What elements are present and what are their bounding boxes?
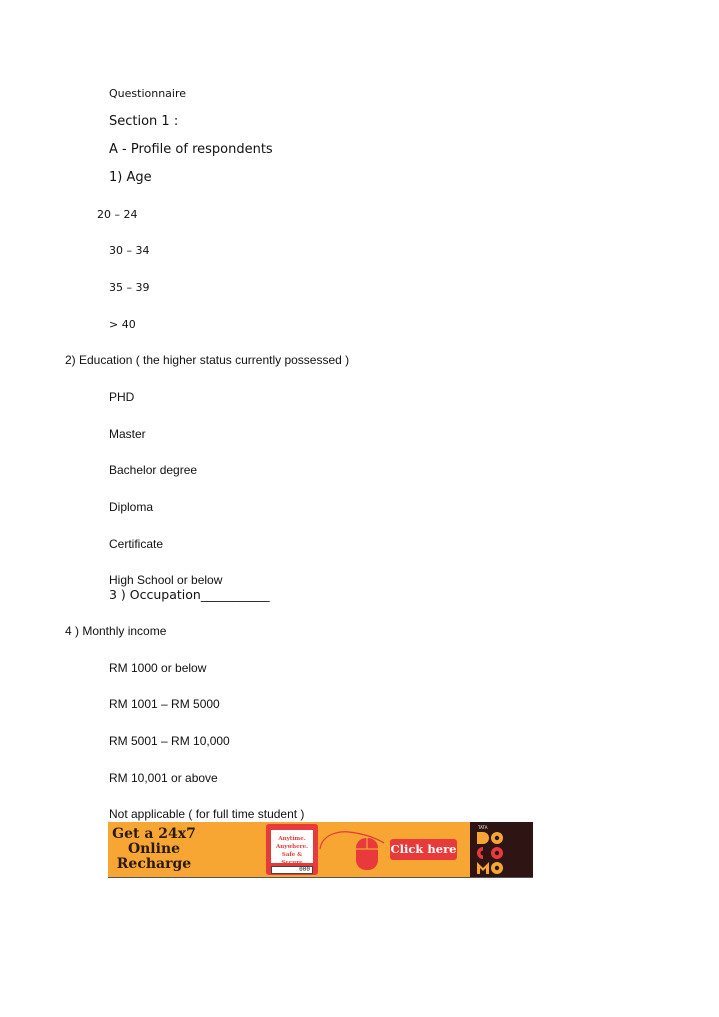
phone-screen: [271, 830, 313, 866]
docomo-logo: [470, 822, 533, 877]
income-option: Not applicable ( for full time student ): [109, 807, 305, 821]
docomo-logo-mark: [476, 831, 506, 875]
question-income-label: 4 ) Monthly income: [65, 624, 167, 638]
section-heading: Section 1 :: [109, 114, 179, 129]
document-title: Questionnaire: [109, 87, 187, 100]
education-option: Bachelor degree: [109, 463, 198, 477]
age-option: 20 – 24: [97, 208, 138, 221]
income-option: RM 1000 or below: [109, 661, 207, 675]
age-option: 30 – 34: [109, 244, 150, 257]
click-here-button[interactable]: Click here: [390, 839, 457, 860]
education-option: Diploma: [109, 500, 154, 514]
mouse-icon: [308, 827, 388, 877]
question-education-label: 2) Education ( the higher status currently possessed ): [65, 353, 350, 367]
age-option: > 40: [109, 318, 136, 331]
question-occupation-label: 3 ) Occupation___________: [109, 587, 270, 602]
ad-headline: Get a 24x7 Online Recharge: [112, 826, 196, 872]
phone-keypad: [271, 866, 313, 874]
ad-phone-text: Anytime. Anywhere. Safe & Secure: [275, 836, 308, 866]
education-option: Certificate: [109, 537, 164, 551]
ad-phone-code: 000: [299, 866, 310, 873]
income-option: RM 10,001 or above: [109, 771, 218, 785]
education-option: High School or below: [109, 573, 223, 587]
subsection-heading: A - Profile of respondents: [109, 142, 273, 157]
age-option: 35 – 39: [109, 281, 150, 294]
income-option: RM 1001 – RM 5000: [109, 697, 220, 711]
recharge-ad-banner[interactable]: [108, 822, 533, 878]
income-option: RM 5001 – RM 10,000: [109, 734, 230, 748]
education-option: PHD: [109, 390, 135, 404]
education-option: Master: [109, 427, 146, 441]
tata-label: TATA: [478, 825, 488, 830]
question-age-label: 1) Age: [109, 170, 152, 185]
